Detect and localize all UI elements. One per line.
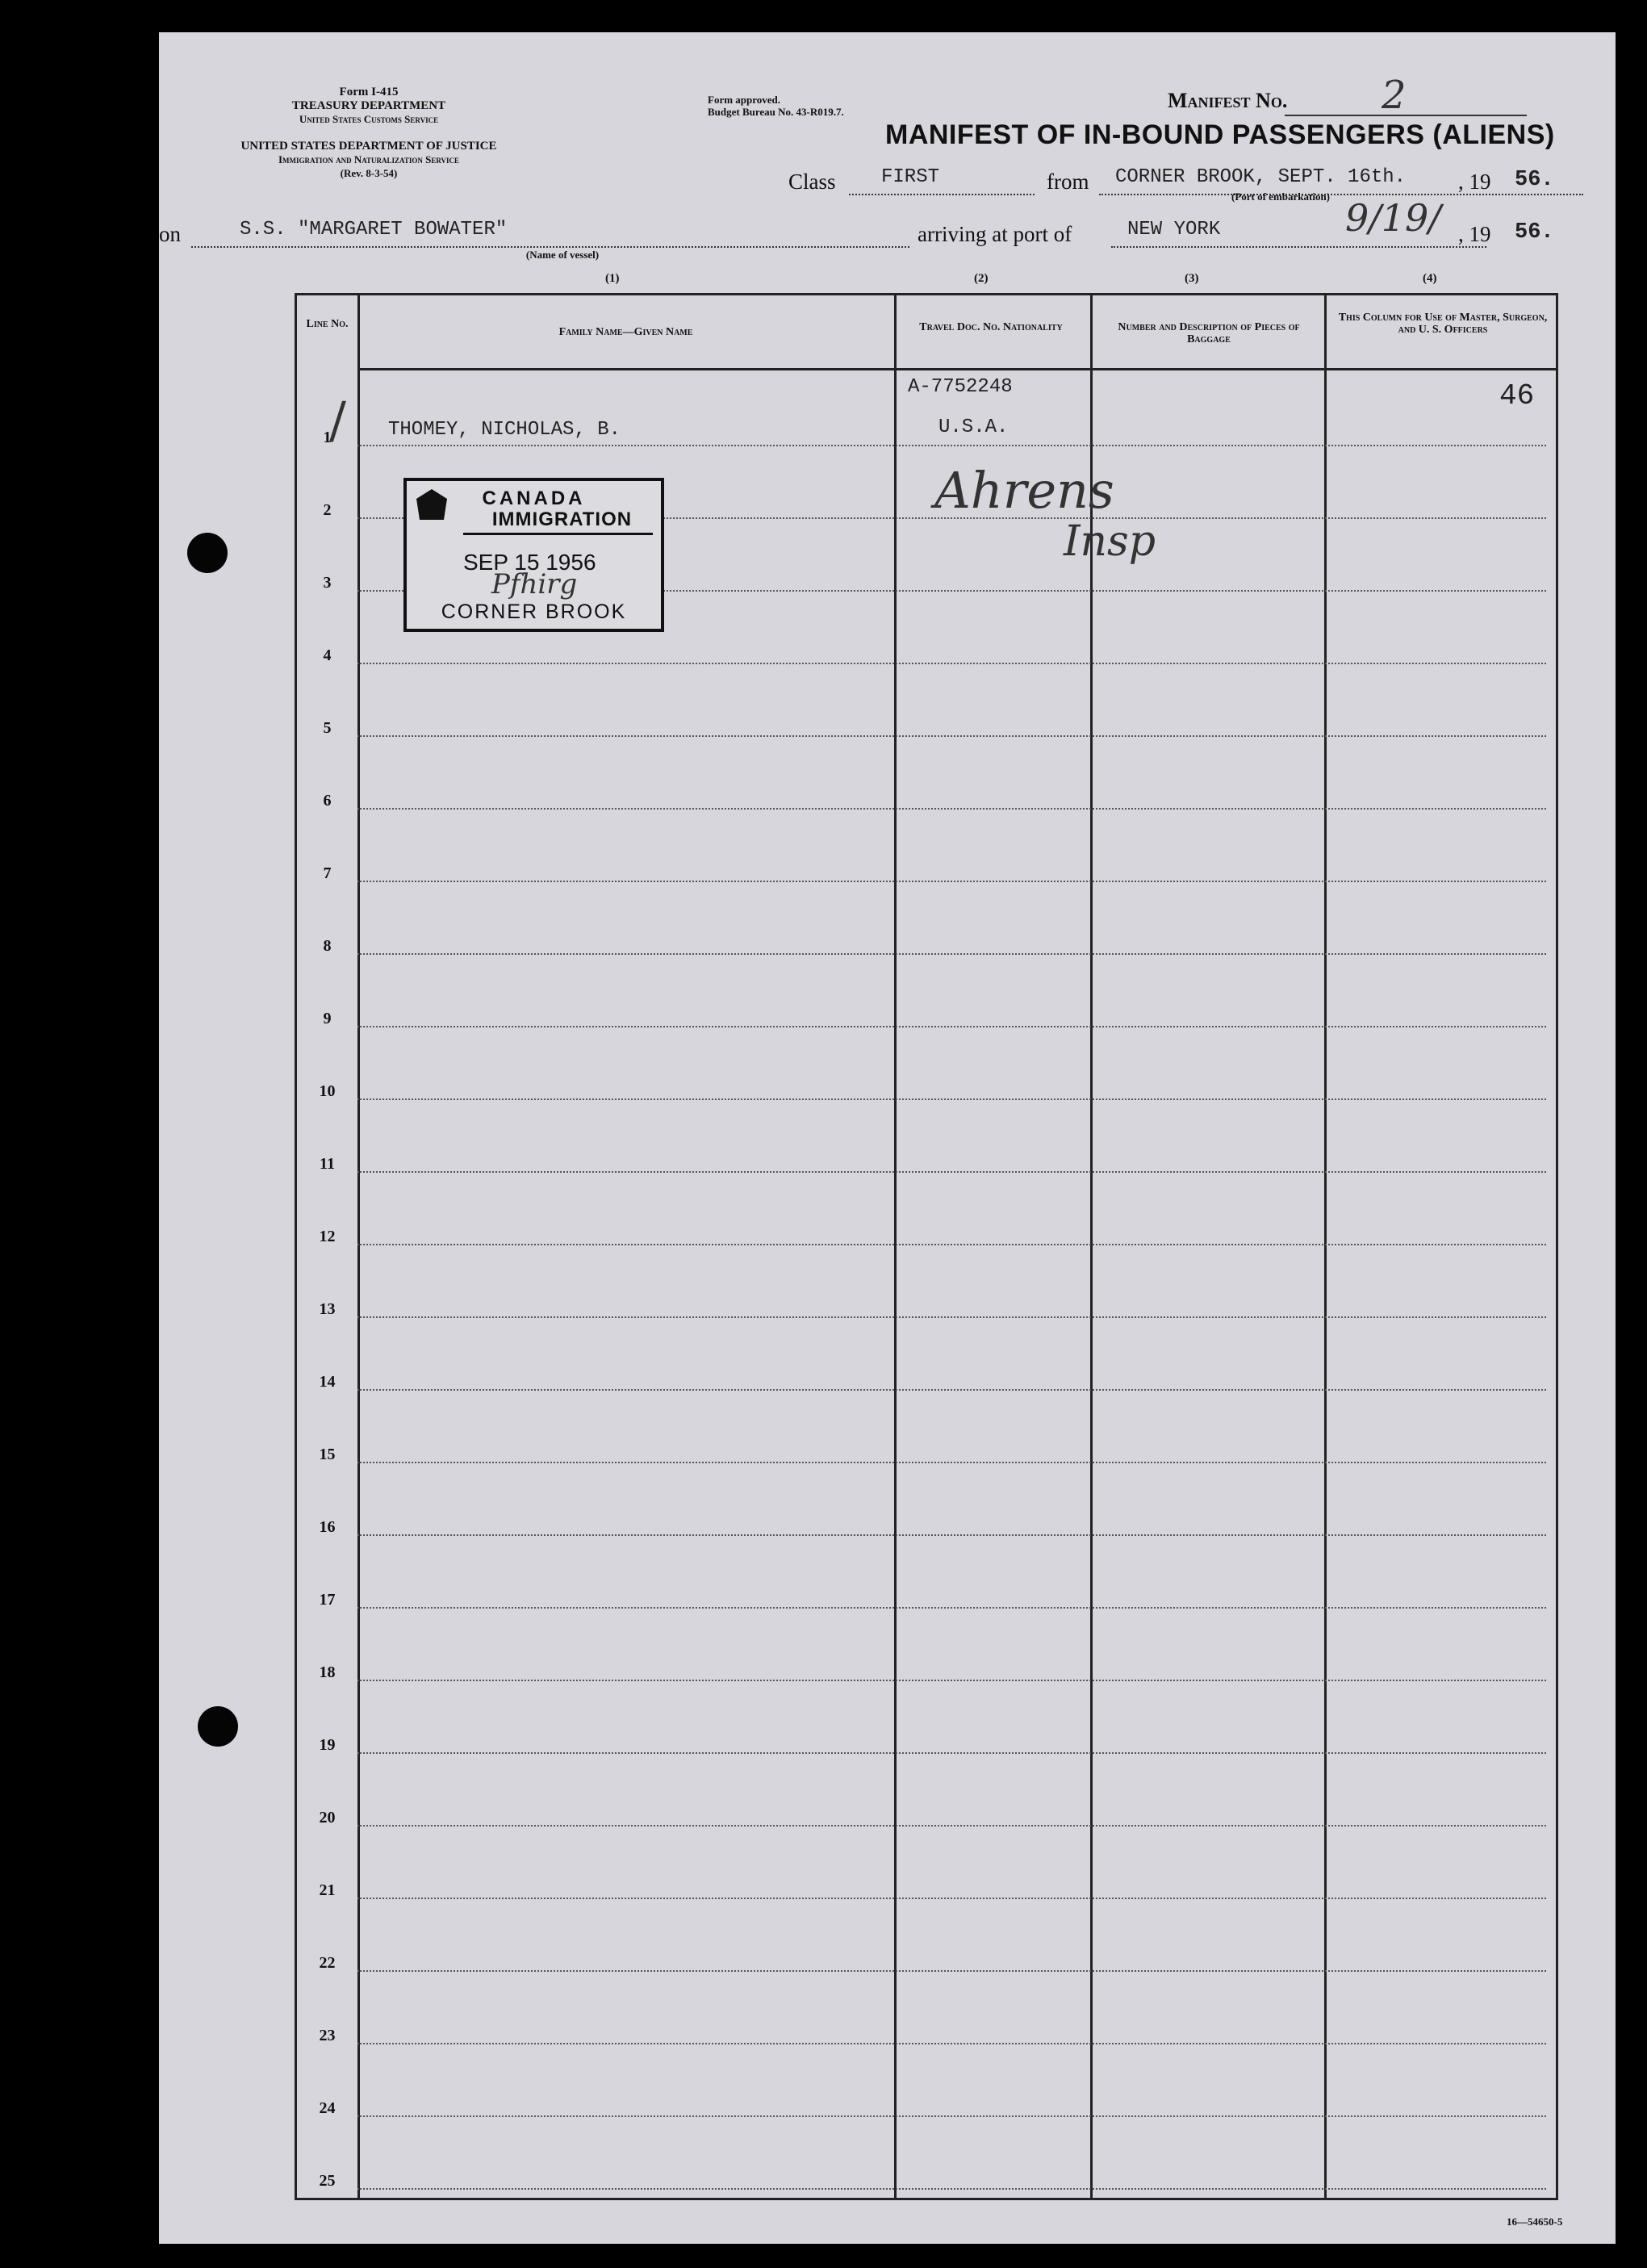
table-row <box>357 1462 1546 1463</box>
table-row <box>357 735 1546 737</box>
row-number: 4 <box>323 647 332 664</box>
stamp-rule <box>463 533 653 535</box>
form-number: Form I-415 <box>339 86 399 98</box>
row-number: 14 <box>319 1373 336 1391</box>
row-number: 25 <box>319 2172 336 2190</box>
row-number: 10 <box>319 1082 336 1100</box>
header-family-name: Family Name—Given Name <box>558 326 693 338</box>
stamp-line-canada: CANADA <box>482 487 586 509</box>
row-number: 7 <box>323 864 332 882</box>
year-1: 56. <box>1515 168 1554 192</box>
col-num-1: (1) <box>605 272 620 285</box>
row-number: 12 <box>319 1228 336 1245</box>
port-value: NEW YORK <box>1127 219 1221 241</box>
table-row <box>357 881 1546 882</box>
punch-hole-top <box>187 533 228 573</box>
row-number: 24 <box>319 2099 336 2117</box>
nationality: U.S.A. <box>938 416 1009 438</box>
customs-service: United States Customs Service <box>299 113 439 125</box>
table-row <box>357 1026 1546 1027</box>
col-num-4: (4) <box>1423 272 1437 285</box>
divider-line-col <box>357 295 360 2198</box>
header-rule <box>357 368 1556 370</box>
passenger-name: THOMEY, NICHOLAS, B. <box>388 419 621 441</box>
treasury-department: TREASURY DEPARTMENT <box>291 99 446 112</box>
stamp-line-immigration: IMMIGRATION <box>491 508 633 530</box>
row-number: 3 <box>323 574 332 592</box>
table-row <box>357 1316 1546 1318</box>
row-number: 16 <box>319 1518 336 1536</box>
vessel-value: S.S. "MARGARET BOWATER" <box>240 219 508 241</box>
revision-date: (Rev. 8-3-54) <box>340 167 398 179</box>
class-value: FIRST <box>881 166 940 188</box>
row-number: 5 <box>323 719 332 737</box>
header-baggage: Number and Description of Pieces of Baggage <box>1118 321 1300 345</box>
on-label: on <box>159 222 181 246</box>
travel-doc-number: A-7752248 <box>908 376 1013 398</box>
table-row <box>357 1825 1546 1827</box>
from-label: from <box>1047 169 1089 194</box>
row-number: 15 <box>319 1446 336 1463</box>
class-label: Class <box>788 169 836 194</box>
year-2: 56. <box>1515 220 1554 245</box>
canada-immigration-stamp <box>403 478 664 632</box>
budget-bureau: Budget Bureau No. 43-R019.7. <box>708 106 844 118</box>
year-prefix-1: , 19 <box>1458 169 1491 194</box>
stamp-initials: Pfhirg <box>491 568 578 600</box>
row-number: 17 <box>319 1591 336 1609</box>
table-row <box>357 808 1546 810</box>
table-row <box>357 1607 1546 1609</box>
table-row <box>357 2043 1546 2044</box>
table-row <box>357 663 1546 664</box>
class-field <box>849 166 1035 195</box>
divider-travel-col <box>1090 295 1093 2198</box>
row-number: 20 <box>319 1809 336 1827</box>
table-row <box>357 1680 1546 1681</box>
row-number: 23 <box>319 2027 336 2044</box>
row-number: 21 <box>319 1881 336 1899</box>
arriving-label: arriving at port of <box>918 222 1072 246</box>
row-number: 1 <box>323 429 332 446</box>
form-approved: Form approved. <box>708 94 781 106</box>
stamp-place: CORNER BROOK <box>441 600 627 623</box>
table-row <box>357 1898 1546 1899</box>
table-row <box>357 1171 1546 1173</box>
col-num-3: (3) <box>1185 272 1199 285</box>
inspector-title: Insp <box>1064 517 1156 566</box>
header-travel-doc: Travel Doc. No. Nationality <box>919 321 1063 333</box>
row-number: 18 <box>319 1663 336 1681</box>
port-embarkation-caption: (Port of embarkation) <box>1231 190 1331 203</box>
row-number: 8 <box>323 937 332 955</box>
col-num-2: (2) <box>974 272 989 285</box>
row-number: 22 <box>319 1954 336 1972</box>
table-row <box>357 1752 1546 1754</box>
table-row <box>357 1970 1546 1972</box>
header-officers-column: This Column for Use of Master, Surgeon, and U. S. Officers <box>1338 312 1548 336</box>
divider-baggage-col <box>1324 295 1327 2198</box>
table-row <box>357 1098 1546 1100</box>
header-line-no: Line No. <box>306 318 349 330</box>
year-prefix-2: , 19 <box>1458 222 1491 246</box>
manifest-no-label: Manifest No. <box>1168 89 1288 112</box>
row-number: 6 <box>323 792 332 810</box>
table-row <box>357 1389 1546 1391</box>
row-number: 13 <box>319 1300 336 1318</box>
officer-number: 46 <box>1499 379 1535 412</box>
punch-hole-bottom <box>198 1706 238 1747</box>
row-number: 9 <box>323 1010 332 1027</box>
table-row <box>357 2115 1546 2117</box>
footer-code: 16—54650-5 <box>1507 2216 1563 2228</box>
row-number: 11 <box>320 1155 335 1173</box>
table-row <box>357 1534 1546 1536</box>
vessel-field <box>191 219 909 248</box>
from-value: CORNER BROOK, SEPT. 16th. <box>1115 166 1407 188</box>
manifest-no-field <box>1285 73 1527 118</box>
divider-name-col <box>894 295 897 2198</box>
form-title: MANIFEST OF IN-BOUND PASSENGERS (ALIENS) <box>885 119 1555 150</box>
stamp-date: SEP 15 1956 <box>463 550 596 575</box>
vessel-caption: (Name of vessel) <box>525 249 600 261</box>
department-of-justice: UNITED STATES DEPARTMENT OF JUSTICE <box>240 140 497 153</box>
row-number: 2 <box>323 501 332 519</box>
check-mark: / <box>329 391 346 450</box>
table-row <box>357 445 1546 446</box>
arrival-date-handwritten: 9/19/ <box>1345 196 1441 240</box>
manifest-no-value: 2 <box>1382 73 1407 118</box>
table-row <box>357 2188 1546 2190</box>
row-number: 19 <box>319 1736 336 1754</box>
table-row <box>357 1244 1546 1245</box>
inspector-signature: Ahrens <box>934 461 1114 520</box>
ins-name: Immigration and Naturalization Service <box>278 153 460 165</box>
table-row <box>357 953 1546 955</box>
